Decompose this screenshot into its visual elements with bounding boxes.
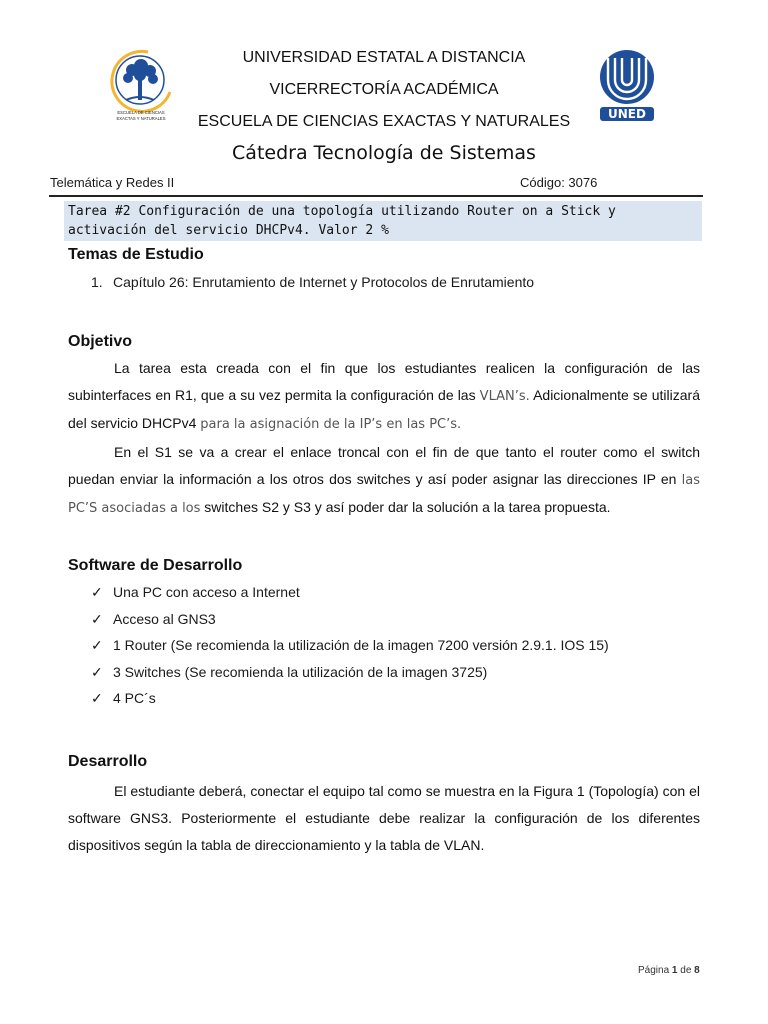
list-item (91, 583, 609, 610)
list-item (91, 689, 609, 716)
desarrollo-paragraph: El estudiante deberá, conectar el equipo tal como se muestra en la Figura 1 (Topología) con el software GNS3. Posteriormente el estudiante debe realizar la configuración de los diferentes dispositivos según la tabla de direccionamiento y la tabla de VLAN. (68, 783, 700, 853)
objetivo-p1-text-a: La tarea esta creada con el fin que los estudiantes realicen la configuración de las subinterfaces en R1, que a su vez permita la configuración de las (68, 360, 700, 403)
objetivo-p2-text-c: switches S2 y S3 y así poder dar la solución a la tarea propuesta. (200, 499, 611, 515)
catedra-title: Cátedra Tecnología de Sistemas (232, 142, 536, 164)
list-item (91, 636, 609, 663)
software-heading: Software de Desarrollo (68, 557, 243, 574)
objetivo-paragraph-1 (68, 355, 700, 438)
checkmark-icon: ✓ (91, 584, 103, 600)
svg-text:EXACTAS Y NATURALES: EXACTAS Y NATURALES (116, 116, 166, 121)
checkmark-icon: ✓ (91, 690, 103, 706)
software-item-text: 3 Switches (Se recomienda la utilización de la imagen 3725) (113, 663, 488, 680)
page-number (638, 965, 700, 976)
task-title-line-1: Tarea #2 Configuración de una topología utilizando Router on a Stick y (68, 204, 616, 219)
checkmark-icon: ✓ (91, 637, 103, 653)
temas-item-text: Capítulo 26: Enrutamiento de Internet y Protocolos de Enrutamiento (113, 274, 535, 290)
objetivo-heading: Objetivo (68, 333, 133, 350)
list-item (91, 610, 609, 637)
svg-text:UNED: UNED (608, 107, 646, 121)
header-divider (49, 195, 703, 197)
software-item-text: Una PC con acceso a Internet (113, 584, 300, 600)
checkmark-icon: ✓ (91, 610, 103, 627)
objetivo-p2-text-b: las PC’S asociadas a los (68, 473, 700, 516)
desarrollo-heading: Desarrollo (68, 753, 148, 770)
objetivo-p1-text-b: VLAN’s. (479, 389, 530, 404)
objetivo-p1-text-c: Adicionalmente se utilizará del servicio DHCPv4 (68, 387, 700, 431)
software-item-text: 1 Router (Se recomienda la utilización de la imagen 7200 versión 2.9.1. IOS 15) (113, 637, 609, 653)
page-current: 1 (671, 965, 678, 976)
temas-item-number: 1. (91, 274, 103, 290)
list-item (91, 663, 609, 690)
objetivo-paragraph-2 (68, 439, 700, 522)
page-total: 8 (694, 965, 700, 976)
page-word: Página (638, 965, 670, 976)
software-item-text: Acceso al GNS3 (113, 610, 216, 627)
software-item-text: 4 PC´s (113, 690, 156, 706)
temas-list-item (91, 274, 534, 290)
temas-heading: Temas de Estudio (68, 246, 204, 263)
course-code: Código: 3076 (520, 175, 598, 190)
page-of-word: de (680, 965, 692, 976)
task-title (68, 202, 668, 240)
vicerrectoria-name: VICERRECTORÍA ACADÉMICA (269, 81, 499, 98)
svg-text:ESCUELA DE CIENCIAS: ESCUELA DE CIENCIAS (117, 110, 165, 115)
software-list (91, 583, 609, 716)
objetivo-p1-text-d: para la asignación de la IP’s en las PC’s. (200, 417, 462, 432)
university-name: UNIVERSIDAD ESTATAL A DISTANCIA (242, 49, 526, 66)
checkmark-icon: ✓ (91, 663, 103, 680)
objetivo-p2-text-a: En el S1 se va a crear el enlace troncal con el fin de que tanto el router como el switch puedan enviar la información a los otros dos switches y así poder asignar las direcciones IP en (68, 444, 700, 487)
course-name: Telemática y Redes II (50, 175, 175, 190)
task-title-line-2: activación del servicio DHCPv4. Valor 2 % (68, 223, 389, 238)
school-name: ESCUELA DE CIENCIAS EXACTAS Y NATURALES (197, 113, 571, 130)
